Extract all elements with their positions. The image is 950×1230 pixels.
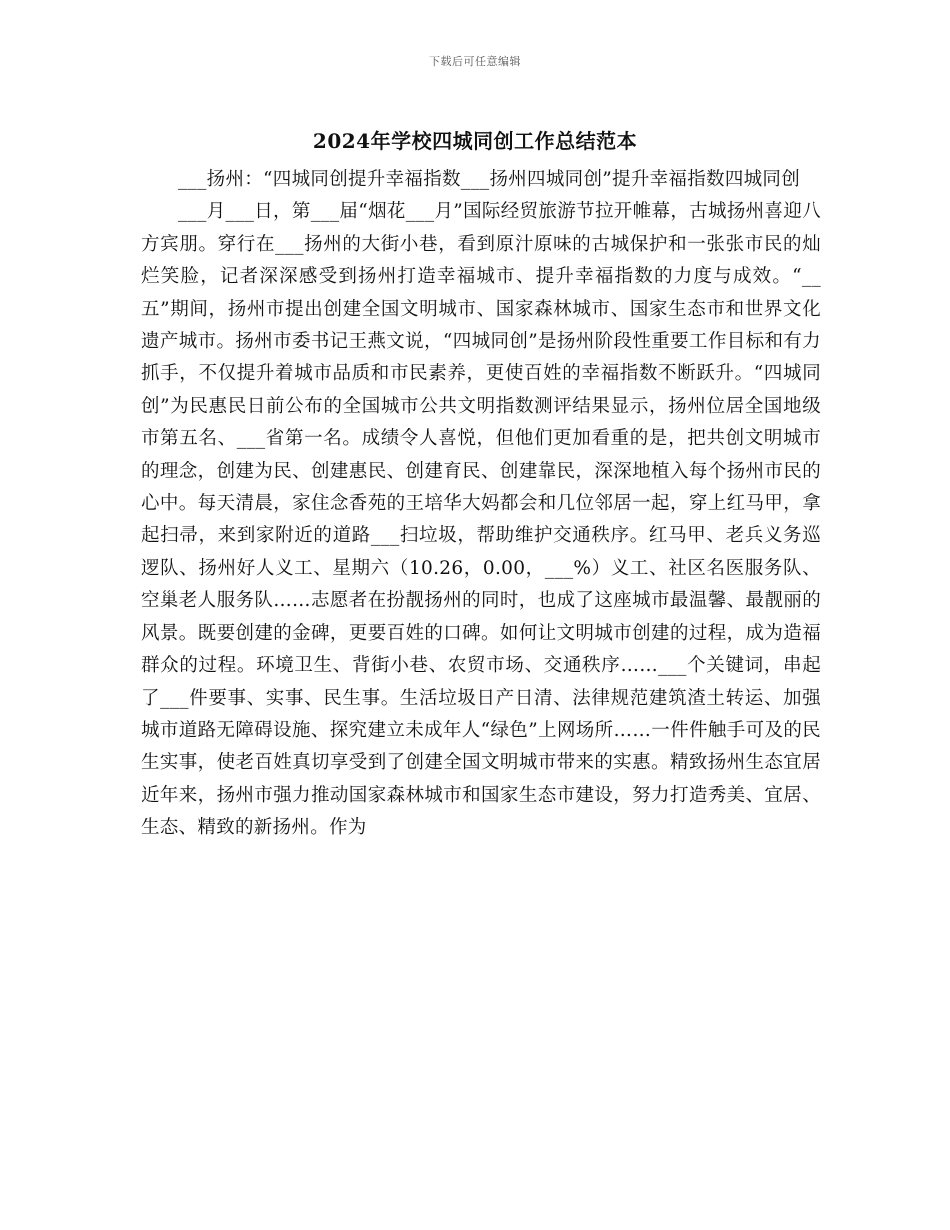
header-note: 下载后可任意编辑: [429, 55, 521, 68]
document-body: [141, 164, 821, 845]
paragraph-intro: ___扬州：“四城同创提升幸福指数___扬州四城同创”提升幸福指数四城同创: [178, 169, 801, 190]
paragraph-main: ___月___日，第___届“烟花___月”国际经贸旅游节拉开帷幕，古城扬州喜迎八方宾朋。穿行在___扬州的大街小巷，看到原汁原味的古城保护和一张张市民的灿烂笑脸，记者深深感受到扬州打造幸福城市、提升幸福指数的力度与成效。“__五”期间，扬州市提出创建全国文明城市、国家森林城市、国家生态市和世界文化遗产城市。扬州市委书记王燕文说，“四城同创”是扬州阶段性重要工作目标和有力抓手，不仅提升着城市品质和市民素养，更使百姓的幸福指数不断跃升。“四城同创”为民惠民日前公布的全国城市公共文明指数测评结果显示，扬州位居全国地级市第五名、___省第一名。成绩令人喜悦，但他们更加看重的是，把共创文明城市的理念，创建为民、创建惠民、创建育民、创建靠民，深深地植入每个扬州市民的心中。每天清晨，家住念香苑的王培华大妈都会和几位邻居一起，穿上红马甲，拿起扫帚，来到家附近的道路___扫垃圾，帮助维护交通秩序。红马甲、老兵义务巡逻队、扬州好人义工、星期六（10.26，0.00，___%）义工、社区名医服务队、空巢老人服务队……志愿者在扮靓扬州的同时，也成了这座城市最温馨、最靓丽的风景。既要创建的金碑，更要百姓的口碑。如何让文明城市创建的过程，成为造福群众的过程。环境卫生、背街小巷、农贸市场、交通秩序……___个关键词，串起了___件要事、实事、民生事。生活垃圾日产日清、法律规范建筑渣土转运、加强城市道路无障碍设施、探究建立未成年人“绿色”上网场所……一件件触手可及的民生实事，使老百姓真切享受到了创建全国文明城市带来的实惠。精致扬州生态宜居近年来，扬州市强力推动国家森林城市和国家生态市建设，努力打造秀美、宜居、生态、精致的新扬州。作为: [141, 201, 821, 839]
document-title: 2024年学校四城同创工作总结范本: [312, 129, 638, 153]
